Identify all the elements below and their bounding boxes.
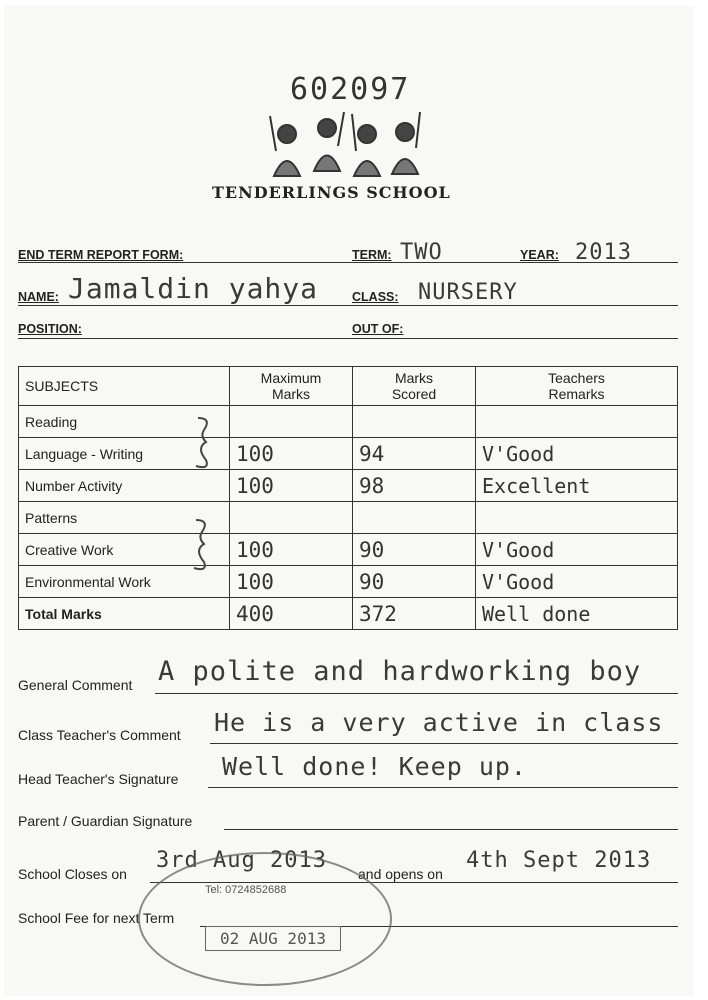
- out-of-label: OUT OF:: [352, 322, 404, 336]
- table-row: [19, 566, 678, 598]
- year-value: 2013: [575, 240, 632, 265]
- subject-cell: Reading: [19, 406, 230, 438]
- header-marks-scored: Marks Scored: [353, 367, 476, 406]
- subject-cell: Number Activity: [19, 470, 230, 502]
- brace-mark-2: [188, 516, 218, 574]
- school-logo: [262, 106, 432, 182]
- term-label: TERM:: [352, 248, 392, 262]
- remark-cell: Excellent: [476, 470, 678, 502]
- parent-guardian-signature-rule: [224, 829, 678, 830]
- table-row: [19, 406, 678, 438]
- stamp-tel: Tel: 0724852688: [205, 884, 287, 896]
- max-cell: 100: [230, 566, 353, 598]
- name-value: Jamaldin yahya: [68, 272, 319, 305]
- year-label: YEAR:: [520, 248, 559, 262]
- subject-cell: Creative Work: [19, 534, 230, 566]
- report-title-label: END TERM REPORT FORM:: [18, 248, 184, 262]
- table-row: [19, 470, 678, 502]
- head-teacher-signature-rule: [208, 787, 678, 788]
- max-cell: 400: [230, 598, 353, 630]
- remark-cell: [476, 406, 678, 438]
- class-label: CLASS:: [352, 290, 399, 304]
- class-teacher-comment-value: He is a very active in class: [214, 708, 664, 737]
- head-teacher-signature-label: Head Teacher's Signature: [18, 771, 179, 787]
- scored-cell: 372: [353, 598, 476, 630]
- class-value: NURSERY: [418, 280, 518, 305]
- school-fee-label: School Fee for next Term: [18, 910, 175, 926]
- scored-cell: 90: [353, 534, 476, 566]
- school-closes-label: School Closes on: [18, 866, 127, 882]
- scored-cell: [353, 406, 476, 438]
- school-name: TENDERLINGS SCHOOL: [212, 183, 451, 202]
- scored-cell: 98: [353, 470, 476, 502]
- scored-cell: 90: [353, 566, 476, 598]
- max-cell: [230, 406, 353, 438]
- marks-table: [18, 366, 678, 630]
- header-teachers-remarks: Teachers Remarks: [476, 367, 678, 406]
- table-row: [19, 502, 678, 534]
- serial-number: 602097: [290, 72, 411, 107]
- scored-cell: [353, 502, 476, 534]
- remark-cell: V'Good: [476, 534, 678, 566]
- school-closes-value: 3rd Aug 2013: [156, 848, 327, 873]
- brace-mark-1: [190, 414, 220, 472]
- table-row: [19, 534, 678, 566]
- remark-cell: V'Good: [476, 438, 678, 470]
- general-comment-value: A polite and hardworking boy: [158, 656, 642, 687]
- max-cell: 100: [230, 470, 353, 502]
- class-teacher-comment-rule: [210, 743, 678, 744]
- remark-cell: Well done: [476, 598, 678, 630]
- term-value: TWO: [400, 240, 443, 265]
- max-cell: 100: [230, 438, 353, 470]
- header-rule: [18, 262, 678, 263]
- class-teacher-comment-label: Class Teacher's Comment: [18, 727, 181, 743]
- school-stamp: [138, 852, 392, 986]
- position-label: POSITION:: [18, 322, 82, 336]
- header-maximum-marks: Maximum Marks: [230, 367, 353, 406]
- total-row: [19, 598, 678, 630]
- subject-cell: Patterns: [19, 502, 230, 534]
- max-cell: [230, 502, 353, 534]
- subject-cell: Total Marks: [19, 598, 230, 630]
- opens-on-value: 4th Sept 2013: [466, 848, 652, 873]
- subject-cell: Environmental Work: [19, 566, 230, 598]
- name-label: NAME:: [18, 290, 59, 304]
- subject-cell: Language - Writing: [19, 438, 230, 470]
- stamp-date: 02 AUG 2013: [205, 926, 341, 951]
- head-teacher-signature-value: Well done! Keep up.: [222, 752, 527, 781]
- general-comment-rule: [155, 693, 678, 694]
- position-rule: [18, 338, 678, 339]
- opens-on-label: and opens on: [358, 866, 443, 882]
- name-rule: [18, 305, 678, 306]
- parent-guardian-signature-label: Parent / Guardian Signature: [18, 813, 193, 829]
- remark-cell: [476, 502, 678, 534]
- remark-cell: V'Good: [476, 566, 678, 598]
- scored-cell: 94: [353, 438, 476, 470]
- table-row: [19, 438, 678, 470]
- general-comment-label: General Comment: [18, 677, 133, 693]
- max-cell: 100: [230, 534, 353, 566]
- header-subjects: SUBJECTS: [19, 367, 230, 406]
- table-header-row: [19, 367, 678, 406]
